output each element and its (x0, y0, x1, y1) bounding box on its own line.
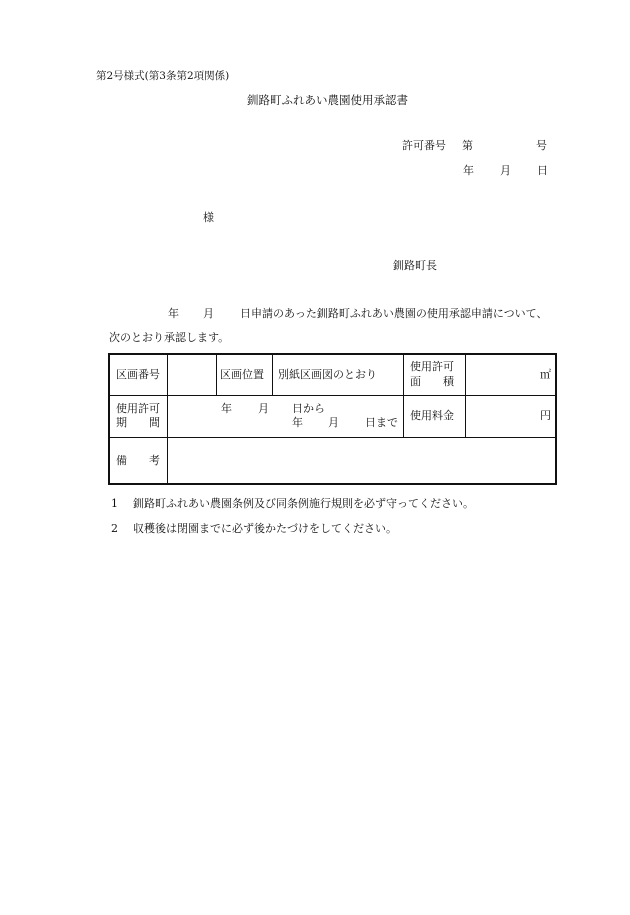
note-number: 1 (111, 497, 118, 510)
area-label-line2: 面 積 (410, 375, 454, 388)
table-rule-label-col (167, 355, 168, 483)
permit-number-label: 許可番号 (402, 139, 446, 152)
recipient-honorific: 様 (203, 211, 214, 224)
note-item (111, 497, 541, 511)
document-title: 釧路町ふれあい農園使用承認書 (247, 93, 408, 107)
table-rule-r1-c3 (272, 355, 273, 395)
note-item (111, 522, 541, 536)
form-reference: 第2号様式(第3条第2項関係) (96, 70, 230, 82)
period-to-month: 月 (328, 416, 339, 429)
issue-date-day: 日 (537, 164, 548, 177)
fee-unit: 円 (540, 409, 551, 422)
note-text: 収穫後は閉園までに必ず後かたづけをしてください。 (133, 522, 397, 535)
period-label-line2: 期 間 (116, 416, 160, 429)
body-line-2: 次のとおり承認します。 (109, 331, 230, 344)
table-rule-c4 (403, 355, 404, 437)
issuer-name: 釧路町長 (393, 259, 437, 272)
period-from-year: 年 (221, 402, 232, 415)
note-number: 2 (111, 522, 118, 535)
table-rule-r1-c2 (216, 355, 217, 395)
period-from-month: 月 (258, 402, 269, 415)
issue-date-month: 月 (500, 164, 511, 177)
plot-location-value: 別紙区画図のとおり (278, 368, 377, 381)
period-to-year: 年 (292, 416, 303, 429)
area-label-line1: 使用許可 (410, 360, 454, 373)
period-to-day: 日まで (365, 416, 398, 429)
approval-table (108, 353, 557, 485)
body-line-1: 日申請のあった釧路町ふれあい農園の使用承認申請について、 (240, 307, 548, 320)
area-unit: ㎡ (540, 368, 551, 381)
table-rule-c5 (465, 355, 466, 437)
plot-location-label: 区画位置 (220, 368, 264, 381)
period-from-day: 日から (292, 402, 325, 415)
application-month: 月 (203, 307, 214, 320)
permit-number-suffix: 号 (536, 139, 547, 152)
plot-number-label: 区画番号 (116, 368, 160, 381)
period-label-line1: 使用許可 (116, 402, 160, 415)
permit-number-prefix: 第 (462, 139, 473, 152)
table-rule-row1 (110, 395, 555, 396)
note-text: 釧路町ふれあい農園条例及び同条例施行規則を必ず守ってください。 (133, 497, 474, 510)
remarks-label: 備 考 (116, 454, 160, 467)
issue-date-year: 年 (463, 164, 474, 177)
fee-label: 使用料金 (410, 409, 454, 422)
table-rule-row2 (110, 437, 555, 438)
application-year: 年 (168, 307, 179, 320)
